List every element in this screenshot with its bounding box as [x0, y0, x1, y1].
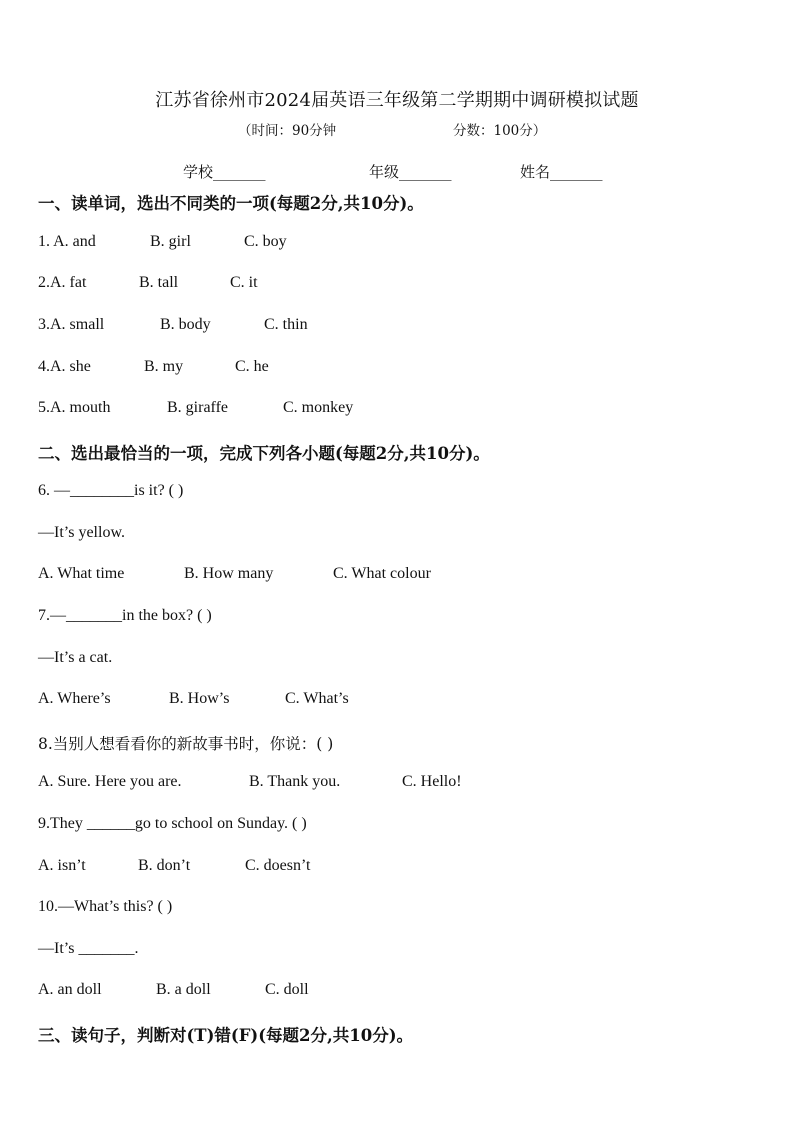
section-3-heading: 三、读句子，判断对(T)错(F)(每题2分,共10分)。: [38, 1026, 414, 1045]
option-b: B. don’t: [138, 857, 191, 874]
option-b: B. giraffe: [167, 399, 229, 416]
option-c: C. doesn’t: [245, 857, 311, 874]
grade-field: 年级_______: [369, 163, 452, 181]
option-a: 5.A. mouth: [38, 399, 111, 416]
option-c: C. thin: [264, 316, 308, 333]
option-a: 3.A. small: [38, 316, 105, 333]
option-b: B. How’s: [169, 690, 230, 707]
option-c: C. it: [230, 274, 258, 291]
question-8-stem: 8.当别人想看看你的新故事书时，你说：( ): [38, 735, 334, 753]
option-b: B. body: [160, 316, 211, 333]
name-field: 姓名_______: [520, 163, 603, 181]
section-2-heading: 二、选出最恰当的一项，完成下列各小题(每题2分,共10分)。: [38, 444, 490, 463]
question-10-stem: 10.—What’s this? ( ): [38, 898, 173, 915]
option-c: C. boy: [244, 233, 287, 250]
question-6-answer: —It’s yellow.: [38, 524, 125, 541]
option-a: 2.A. fat: [38, 274, 87, 291]
option-a: A. What time: [38, 565, 125, 582]
option-b: B. Thank you.: [249, 773, 341, 790]
question-9-stem: 9.They ______go to school on Sunday. ( ): [38, 815, 307, 832]
option-b: B. girl: [150, 233, 191, 250]
option-c: C. he: [235, 358, 269, 375]
question-6-stem: 6. —________is it? ( ): [38, 482, 184, 499]
question-7-stem: 7.—_______in the box? ( ): [38, 607, 212, 624]
school-field: 学校_______: [183, 163, 266, 181]
option-c: C. doll: [265, 981, 309, 998]
option-b: B. tall: [139, 274, 179, 291]
option-c: C. What’s: [285, 690, 349, 707]
question-7-answer: —It’s a cat.: [38, 649, 113, 666]
option-a: 1. A. and: [38, 233, 96, 250]
option-a: A. an doll: [38, 981, 102, 998]
option-a: A. Where’s: [38, 690, 111, 707]
page-title: 江苏省徐州市2024届英语三年级第二学期期中调研模拟试题: [155, 90, 639, 111]
section-1-heading: 一、读单词，选出不同类的一项(每题2分,共10分)。: [38, 194, 424, 213]
option-a: A. isn’t: [38, 857, 86, 874]
option-c: C. What colour: [333, 565, 431, 582]
option-c: C. Hello!: [402, 773, 462, 790]
option-a: A. Sure. Here you are.: [38, 773, 182, 790]
question-10-answer: —It’s _______.: [38, 940, 139, 957]
option-b: B. a doll: [156, 981, 211, 998]
option-b: B. my: [144, 358, 184, 375]
option-b: B. How many: [184, 565, 274, 582]
option-c: C. monkey: [283, 399, 354, 416]
option-a: 4.A. she: [38, 358, 91, 375]
exam-score: 分数：100分）: [453, 123, 547, 139]
exam-time: （时间：90分钟: [238, 123, 337, 139]
